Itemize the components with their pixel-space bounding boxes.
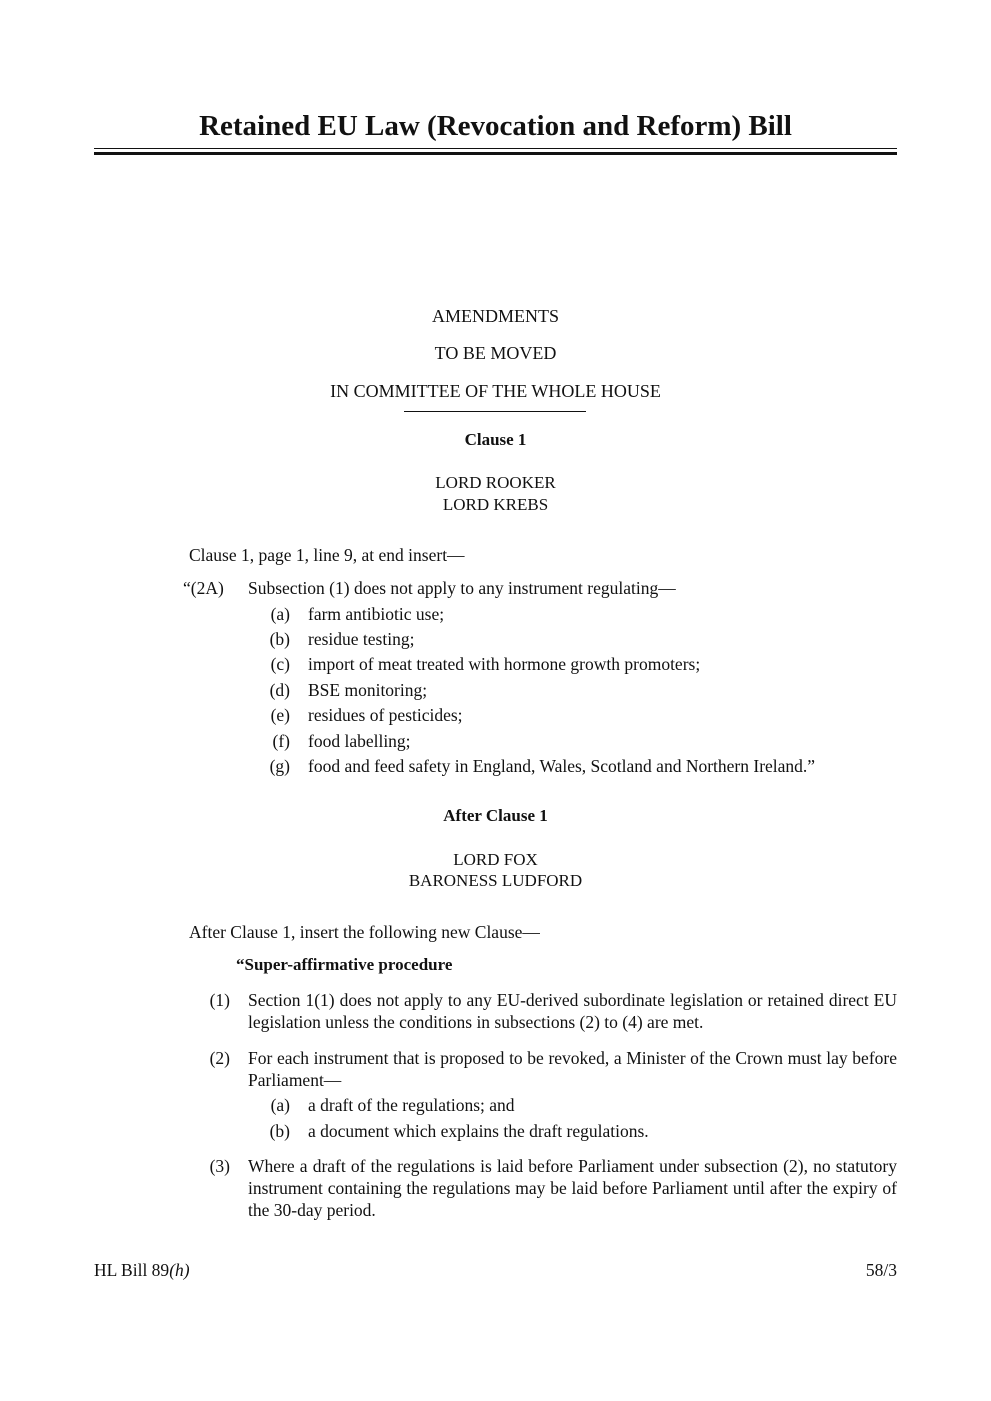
subsection-label: “(2A) <box>183 578 224 598</box>
mover-name: BARONESS LUDFORD <box>408 871 583 890</box>
item-text: farm antibiotic use; <box>308 604 445 624</box>
subsection-label: (2) <box>209 1048 230 1068</box>
item-label: (a) <box>270 604 290 624</box>
amendment-instruction: After Clause 1, insert the following new Clause— <box>189 922 540 942</box>
item-label: (e) <box>270 705 290 725</box>
item-text: residues of pesticides; <box>308 705 463 725</box>
item-text: a draft of the regulations; and <box>308 1095 515 1115</box>
new-clause-title: “Super-affirmative procedure <box>236 955 453 974</box>
item-text: BSE monitoring; <box>308 680 428 700</box>
item-text: a document which explains the draft regulations. <box>308 1121 649 1141</box>
title-rule-thin <box>94 148 897 149</box>
footer-bill-reference <box>94 1259 190 1281</box>
heading-amendments: AMENDMENTS <box>431 306 559 326</box>
bill-number: HL Bill 89 <box>94 1260 170 1280</box>
subsection-text: Subsection (1) does not apply to any instrument regulating— <box>248 578 676 598</box>
mover-name: LORD FOX <box>453 850 538 869</box>
item-label: (g) <box>269 756 290 776</box>
bill-suffix: (h) <box>169 1260 190 1280</box>
item-label: (c) <box>270 654 290 674</box>
item-text: food labelling; <box>308 731 411 751</box>
item-label: (b) <box>269 629 290 649</box>
section-heading-clause-1: Clause 1 <box>464 430 527 449</box>
heading-to-be-moved: TO BE MOVED <box>434 343 557 363</box>
item-label: (f) <box>272 731 290 751</box>
footer-page-reference: 58/3 <box>865 1260 897 1280</box>
document-title: Retained EU Law (Revocation and Reform) Bill <box>199 110 792 142</box>
item-text: food and feed safety in England, Wales, Scotland and Northern Ireland.” <box>308 756 816 776</box>
title-rule-thick <box>94 152 897 155</box>
subsection-label: (3) <box>209 1156 230 1176</box>
amendment-instruction: Clause 1, page 1, line 9, at end insert— <box>189 545 465 565</box>
mover-name: LORD KREBS <box>442 495 549 514</box>
subsection-text: Section 1(1) does not apply to any EU-derived subordinate legislation or retained direct EU legislation unless the conditions in subsections (2) to (4) are met. <box>248 990 897 1032</box>
item-label: (a) <box>270 1095 290 1115</box>
subsection-text: For each instrument that is proposed to be revoked, a Minister of the Crown must lay before Parliament— <box>248 1048 897 1090</box>
subsection-label: (1) <box>209 990 230 1010</box>
heading-rule <box>404 411 586 412</box>
item-text: import of meat treated with hormone growth promoters; <box>308 654 701 674</box>
item-text: residue testing; <box>308 629 415 649</box>
item-label: (d) <box>269 680 290 700</box>
item-label: (b) <box>269 1121 290 1141</box>
subsection-text: Where a draft of the regulations is laid before Parliament under subsection (2), no statutory instrument containing the regulations may be laid before Parliament until after the expiry of the 30-day period. <box>248 1156 897 1220</box>
mover-name: LORD ROOKER <box>435 473 556 492</box>
heading-committee: IN COMMITTEE OF THE WHOLE HOUSE <box>330 381 661 401</box>
section-heading-after-clause-1: After Clause 1 <box>443 806 548 825</box>
